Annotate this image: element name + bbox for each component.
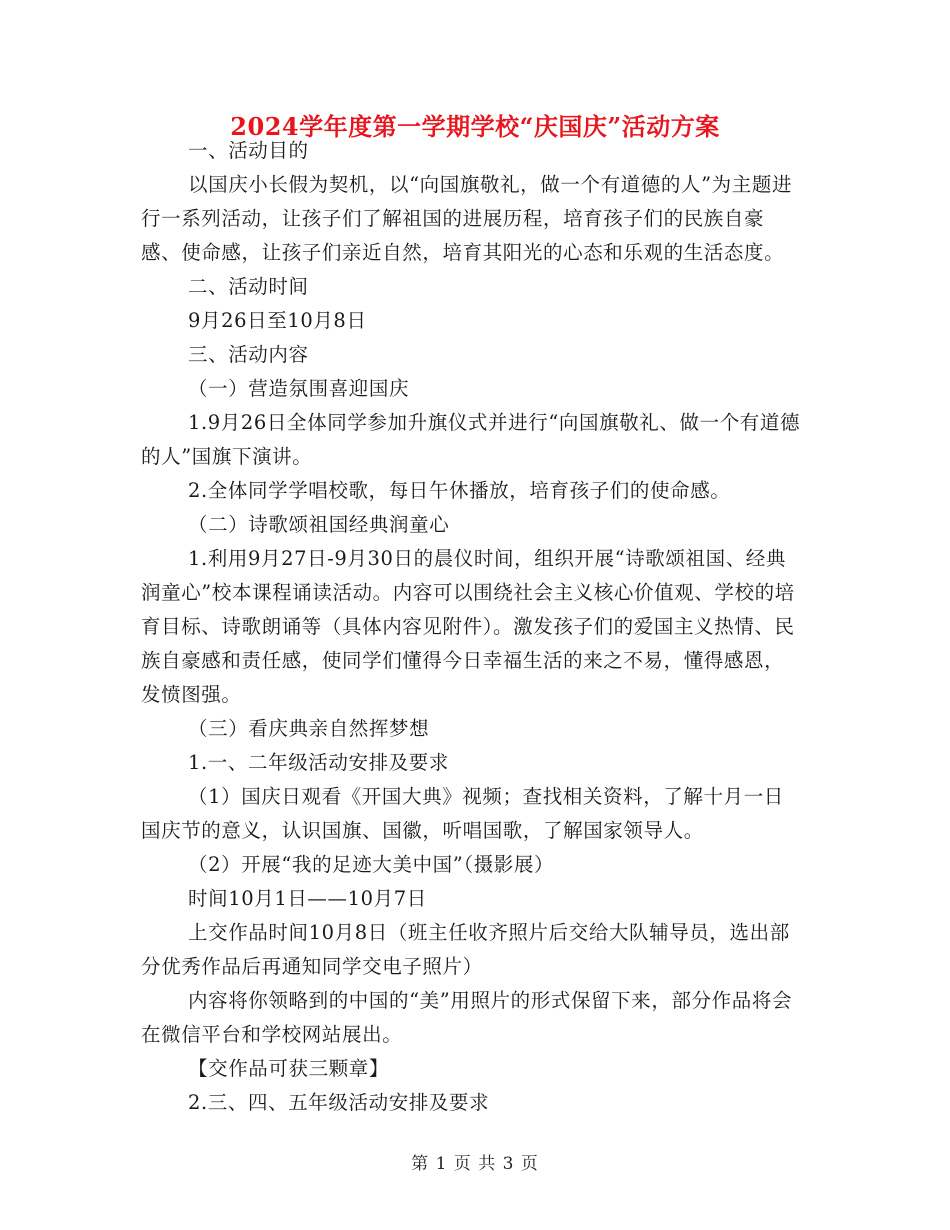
subsection-heading-3: （三）看庆典亲自然挥梦想 xyxy=(188,717,430,740)
paragraph-line: 上交作品时间10月8日（班主任收齐照片后交给大队辅导员，选出部分优秀作品后再通知同学交电子照片） xyxy=(141,921,790,978)
document-title: 2024学年度第一学期学校“庆国庆”活动方案 xyxy=(230,112,720,141)
paragraph-time: 9月26日至10月8日 xyxy=(188,309,367,332)
subsection-heading-1: （一）营造氛围喜迎国庆 xyxy=(188,377,410,400)
section-heading-time: 二、活动时间 xyxy=(188,275,309,298)
list-item: 1.一、二年级活动安排及要求 xyxy=(188,751,450,774)
paragraph-purpose: 以国庆小长假为契机，以“向国旗敬礼，做一个有道德的人”为主题进行一系列活动，让孩子们了解祖国的进展历程，培育孩子们的民族自豪感、使命感，让孩子们亲近自然，培育其阳光的心态和乐观的生活态度。 xyxy=(141,173,793,264)
list-item: （2）开展“我的足迹大美中国”（摄影展） xyxy=(188,853,555,876)
page-footer: 第 1 页 共 3 页 xyxy=(411,1154,539,1174)
list-item: （1）国庆日观看《开国大典》视频；查找相关资料，了解十月一日国庆节的意义，认识国旗、国徽，听唱国歌，了解国家领导人。 xyxy=(141,785,784,842)
section-heading-content: 三、活动内容 xyxy=(188,343,309,366)
section-heading-purpose: 一、活动目的 xyxy=(188,139,309,162)
list-item: 2.三、四、五年级活动安排及要求 xyxy=(188,1091,490,1114)
list-item: 1.9月26日全体同学参加升旗仪式并进行“向国旗敬礼、做一个有道德的人”国旗下演讲。 xyxy=(141,411,801,468)
paragraph-line: 时间10月1日——10月7日 xyxy=(188,887,427,910)
list-item: 1.利用9月27日-9月30日的晨仪时间，组织开展“诗歌颂祖国、经典润童心”校本课程诵读活动。内容可以围绕社会主义核心价值观、学校的培育目标、诗歌朗诵等（具体内容见附件）。激发孩子们的爱国主义热情、民族自豪感和责任感，使同学们懂得今日幸福生活的来之不易，懂得感恩，发愤图强。 xyxy=(141,547,795,706)
list-item: 2.全体同学学唱校歌，每日午休播放，培育孩子们的使命感。 xyxy=(188,479,731,502)
document-body xyxy=(141,134,801,1120)
paragraph-line: 【交作品可获三颗章】 xyxy=(188,1057,390,1080)
subsection-heading-2: （二）诗歌颂祖国经典润童心 xyxy=(188,513,450,536)
paragraph-line: 内容将你领略到的中国的“美”用照片的形式保留下来，部分作品将会在微信平台和学校网站展出。 xyxy=(141,989,793,1046)
